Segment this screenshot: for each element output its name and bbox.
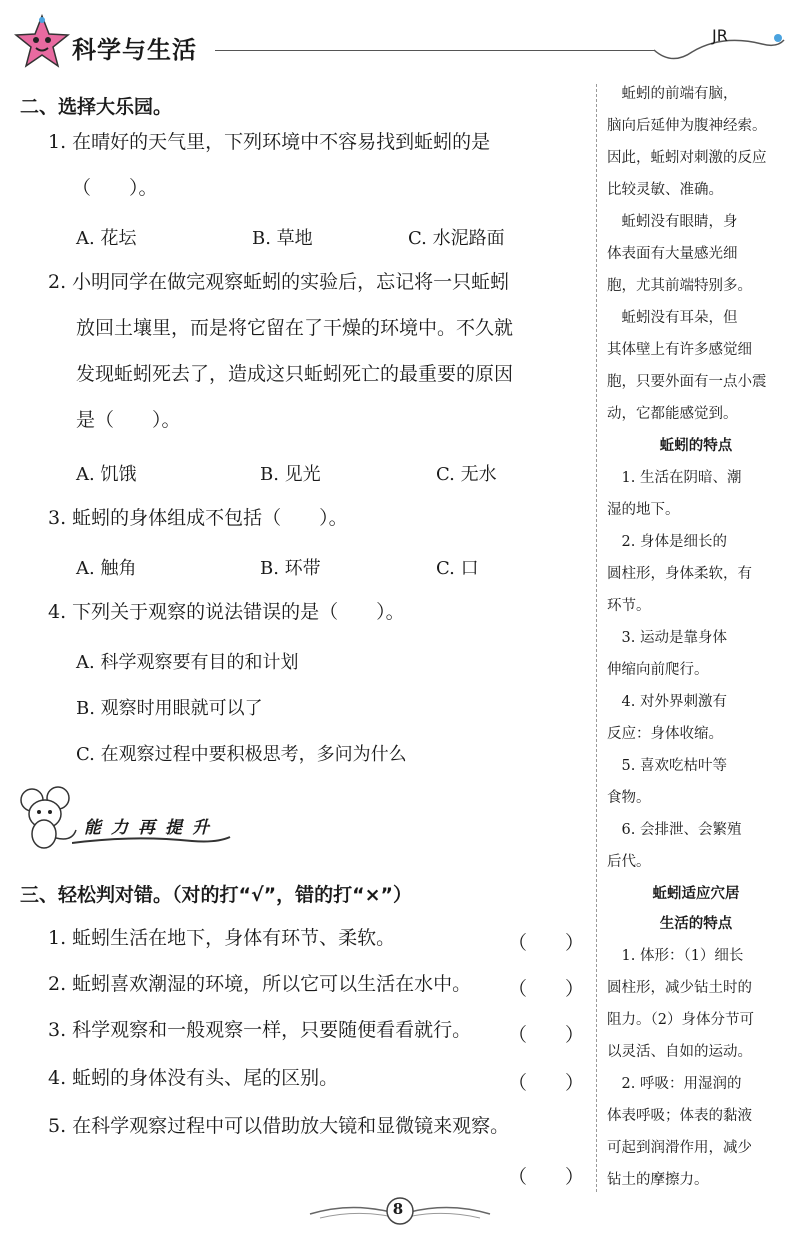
sidebar-line: 比较灵敏、准确。 <box>607 182 723 198</box>
judge-item: 4. 蚯蚓的身体没有头、尾的区别。 <box>48 1067 339 1089</box>
sidebar-line: 蚯蚓没有眼睛，身 <box>607 214 738 230</box>
mascot-star-icon <box>14 14 70 70</box>
sidebar-line: 体表呼吸；体表的黏液 <box>607 1108 752 1124</box>
sidebar-line: 可起到润滑作用，减少 <box>607 1140 752 1156</box>
option: C. 水泥路面 <box>408 228 505 249</box>
header-code: JR <box>712 26 728 45</box>
sidebar-line: 胞，只要外面有一点小震 <box>607 374 767 390</box>
judge-item: 3. 科学观察和一般观察一样，只要随便看看就行。 <box>48 1019 472 1041</box>
sidebar-line: 蚯蚓的前端有脑， <box>607 86 738 102</box>
option: A. 花坛 <box>76 228 137 249</box>
sidebar-line: 5. 喜欢吃枯叶等 <box>607 758 727 774</box>
option: B. 草地 <box>252 228 313 249</box>
sidebar-line: 圆柱形，减少钻土时的 <box>607 980 752 996</box>
question-line: （ ）。 <box>72 177 158 199</box>
section-heading: 二、选择大乐园。 <box>20 96 173 118</box>
sidebar-line: 脑向后延伸为腹神经索。 <box>607 118 767 134</box>
option: A. 触角 <box>76 558 137 579</box>
sidebar-line: 反应：身体收缩。 <box>607 726 723 742</box>
question-line: 2. 小明同学在做完观察蚯蚓的实验后，忘记将一只蚯蚓 <box>48 271 510 293</box>
question-line: 放回土壤里，而是将它留在了干燥的环境中。不久就 <box>76 317 514 339</box>
sidebar-heading: 生活的特点 <box>659 916 733 932</box>
question-line: 是（ ）。 <box>76 409 181 431</box>
sidebar-line: 4. 对外界刺激有 <box>607 694 727 710</box>
sidebar-line: 蚯蚓没有耳朵，但 <box>607 310 738 326</box>
sidebar-line: 伸缩向前爬行。 <box>607 662 709 678</box>
sidebar-line: 后代。 <box>607 854 651 870</box>
question-line: 1. 在晴好的天气里，下列环境中不容易找到蚯蚓的是 <box>48 131 491 153</box>
option: B. 观察时用眼就可以了 <box>76 698 263 719</box>
sidebar-heading: 蚯蚓适应穴居 <box>652 886 740 902</box>
header-title: 科学与生活 <box>72 36 197 64</box>
sidebar-line: 2. 呼吸：用湿润的 <box>607 1076 742 1092</box>
sidebar-line: 6. 会排泄、会繁殖 <box>607 822 742 838</box>
sidebar-line: 3. 运动是靠身体 <box>607 630 727 646</box>
answer-box[interactable]: （ ） <box>508 1166 585 1188</box>
sidebar-line: 湿的地下。 <box>607 502 680 518</box>
sidebar-line: 阻力。（2）身体分节可 <box>607 1012 754 1028</box>
sidebar-line: 食物。 <box>607 790 651 806</box>
page-number: 8 <box>392 1200 404 1218</box>
option: A. 科学观察要有目的和计划 <box>76 652 299 673</box>
section-heading: 三、轻松判对错。（对的打“√”，错的打“×”） <box>20 884 413 906</box>
option: B. 见光 <box>260 464 321 485</box>
sidebar-line: 钻土的摩擦力。 <box>607 1172 709 1188</box>
sidebar-line: 胞，尤其前端特别多。 <box>607 278 752 294</box>
answer-box[interactable]: （ ） <box>508 978 585 1000</box>
option: C. 在观察过程中要积极思考，多问为什么 <box>76 744 407 765</box>
option: B. 环带 <box>260 558 321 579</box>
option: A. 饥饿 <box>76 464 137 485</box>
option: C. 无水 <box>436 464 497 485</box>
sidebar-line: 2. 身体是细长的 <box>607 534 727 550</box>
question-line: 3. 蚯蚓的身体组成不包括（ ）。 <box>48 507 348 529</box>
sidebar-divider <box>596 84 597 1192</box>
badge-title: 能力再提升 <box>84 818 219 838</box>
sidebar-heading: 蚯蚓的特点 <box>659 438 733 454</box>
sidebar-line: 圆柱形，身体柔软，有 <box>607 566 752 582</box>
question-line: 4. 下列关于观察的说法错误的是（ ）。 <box>48 601 405 623</box>
sidebar-line: 1. 体形：（1）细长 <box>607 948 744 964</box>
judge-item: 2. 蚯蚓喜欢潮湿的环境，所以它可以生活在水中。 <box>48 973 472 995</box>
sidebar-line: 1. 生活在阴暗、潮 <box>607 470 742 486</box>
answer-box[interactable]: （ ） <box>508 932 585 954</box>
header-rule <box>215 50 655 51</box>
sidebar-line: 以灵活、自如的运动。 <box>607 1044 752 1060</box>
sidebar-line: 动，它都能感觉到。 <box>607 406 738 422</box>
sidebar-line: 其体壁上有许多感觉细 <box>607 342 752 358</box>
judge-item: 1. 蚯蚓生活在地下，身体有环节、柔软。 <box>48 927 396 949</box>
question-line: 发现蚯蚓死去了，造成这只蚯蚓死亡的最重要的原因 <box>76 363 514 385</box>
sidebar-line: 体表面有大量感光细 <box>607 246 738 262</box>
sidebar-line: 因此，蚯蚓对刺激的反应 <box>607 150 767 166</box>
judge-item: 5. 在科学观察过程中可以借助放大镜和显微镜来观察。 <box>48 1115 510 1137</box>
answer-box[interactable]: （ ） <box>508 1024 585 1046</box>
sidebar-line: 环节。 <box>607 598 651 614</box>
answer-box[interactable]: （ ） <box>508 1072 585 1094</box>
option: C. 口 <box>436 558 479 579</box>
